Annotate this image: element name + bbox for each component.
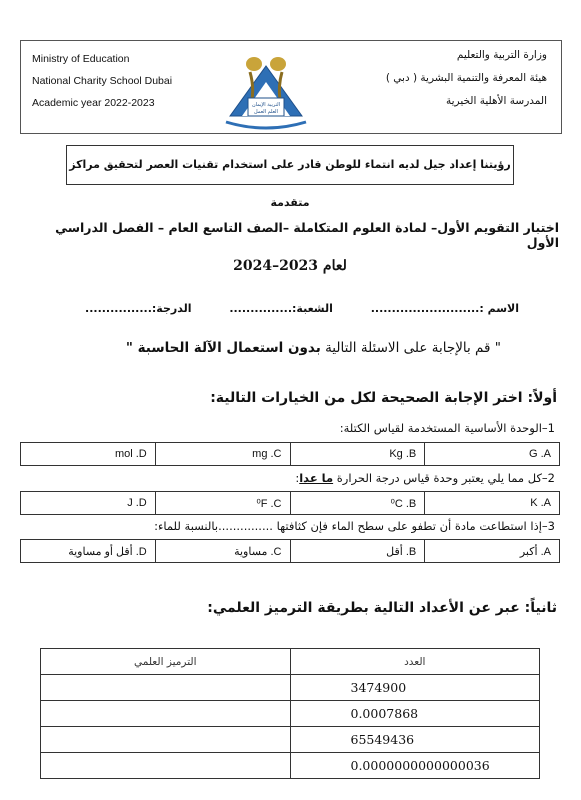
- q1-option-b[interactable]: Kg .B: [290, 443, 425, 466]
- header-authority-ar: هيئة المعرفة والتنمية البشرية ( دبي ): [385, 72, 547, 84]
- col-scientific-header: الترميز العلمي: [41, 649, 291, 675]
- student-name-field[interactable]: الاسم :..........................: [370, 302, 519, 315]
- table-header-row: [41, 649, 540, 675]
- logo-text-line-1: التربية الإيمان: [251, 102, 281, 108]
- col-number-header: العدد: [290, 649, 540, 675]
- number-cell: 3474900: [290, 675, 540, 701]
- question-2-emphasis: ما عدا: [299, 471, 334, 485]
- instruction-emphasis: بدون استعمال الآلة الحاسبة ": [125, 340, 321, 356]
- number-cell: 0.0000000000000036: [290, 753, 540, 779]
- q2-option-a[interactable]: K .A: [425, 492, 560, 515]
- question-1-text: 1–الوحدة الأساسية المستخدمة لقياس الكتلة:: [339, 421, 555, 435]
- table-row: [41, 701, 540, 727]
- header-ministry-ar: وزارة التربية والتعليم: [456, 49, 547, 61]
- number-cell: 65549436: [290, 727, 540, 753]
- header-school-ar: المدرسة الأهلية الخيرية: [446, 95, 547, 107]
- q3-option-b[interactable]: B. أقل: [290, 540, 425, 563]
- q1-option-a[interactable]: G .A: [425, 443, 560, 466]
- student-section-field[interactable]: الشعبة:...............: [229, 302, 333, 315]
- answer-cell[interactable]: [41, 675, 291, 701]
- q2-option-b[interactable]: ⁰C .B: [290, 492, 425, 515]
- q2-option-c[interactable]: ⁰F .C: [155, 492, 290, 515]
- answer-cell[interactable]: [41, 753, 291, 779]
- instruction: [126, 340, 501, 356]
- exam-year: لعام 2023–2024: [233, 258, 347, 274]
- school-vision: رؤيتنا إعداد جيل لديه انتماء للوطن قادر على استخدام تقنيات العصر لتحقيق مراكز متقدمة: [66, 145, 514, 185]
- header-arabic: [386, 44, 547, 113]
- header-ministry: Ministry of Education: [32, 53, 130, 65]
- q3-option-d[interactable]: D. أقل أو مساوية: [21, 540, 156, 563]
- q2-option-d[interactable]: J .D: [21, 492, 156, 515]
- question-3-options: [20, 539, 560, 563]
- part2-title: ثانياً: عبر عن الأعداد التالية بطريقة الترميز العلمي:: [207, 600, 557, 616]
- question-2-options: [20, 491, 560, 515]
- table-row: [41, 727, 540, 753]
- header-academic-year: Academic year 2022-2023: [32, 97, 155, 109]
- header-english: [32, 48, 172, 114]
- question-2-text: [295, 471, 555, 485]
- number-cell: 0.0007868: [290, 701, 540, 727]
- table-row: [41, 753, 540, 779]
- question-2-text-main: 2–كل مما يلي يعتبر وحدة قياس درجة الحرارة: [333, 471, 555, 485]
- instruction-text: " قم بالإجابة على الاسئلة التالية: [320, 340, 501, 356]
- student-grade-field[interactable]: الدرجة:................: [85, 302, 192, 315]
- school-logo-icon: [222, 46, 310, 130]
- q3-option-a[interactable]: A. أكبر: [425, 540, 560, 563]
- q1-option-c[interactable]: mg .C: [155, 443, 290, 466]
- exam-title: اختبار التقويم الأول– لمادة العلوم المتكاملة –الصف التاسع العام – الفصل الدراسي الأول: [55, 220, 559, 250]
- q3-option-c[interactable]: C. مساوية: [155, 540, 290, 563]
- question-3-text: 3–إذا استطاعت مادة أن تطفو على سطح الماء فإن كثافتها ...............بالنسبة للماء:: [154, 519, 555, 533]
- header-school: National Charity School Dubai: [32, 75, 173, 87]
- scientific-notation-table: [40, 648, 540, 779]
- part1-title: أولاً: اختر الإجابة الصحيحة لكل من الخيارات التالية:: [210, 390, 557, 406]
- table-row: [41, 675, 540, 701]
- answer-cell[interactable]: [41, 701, 291, 727]
- answer-cell[interactable]: [41, 727, 291, 753]
- logo-text-line-2: العلم العمل: [254, 109, 278, 115]
- q1-option-d[interactable]: mol .D: [21, 443, 156, 466]
- student-info-line: [51, 302, 519, 315]
- question-2-text-end: :: [295, 471, 300, 485]
- question-1-options: [20, 442, 560, 466]
